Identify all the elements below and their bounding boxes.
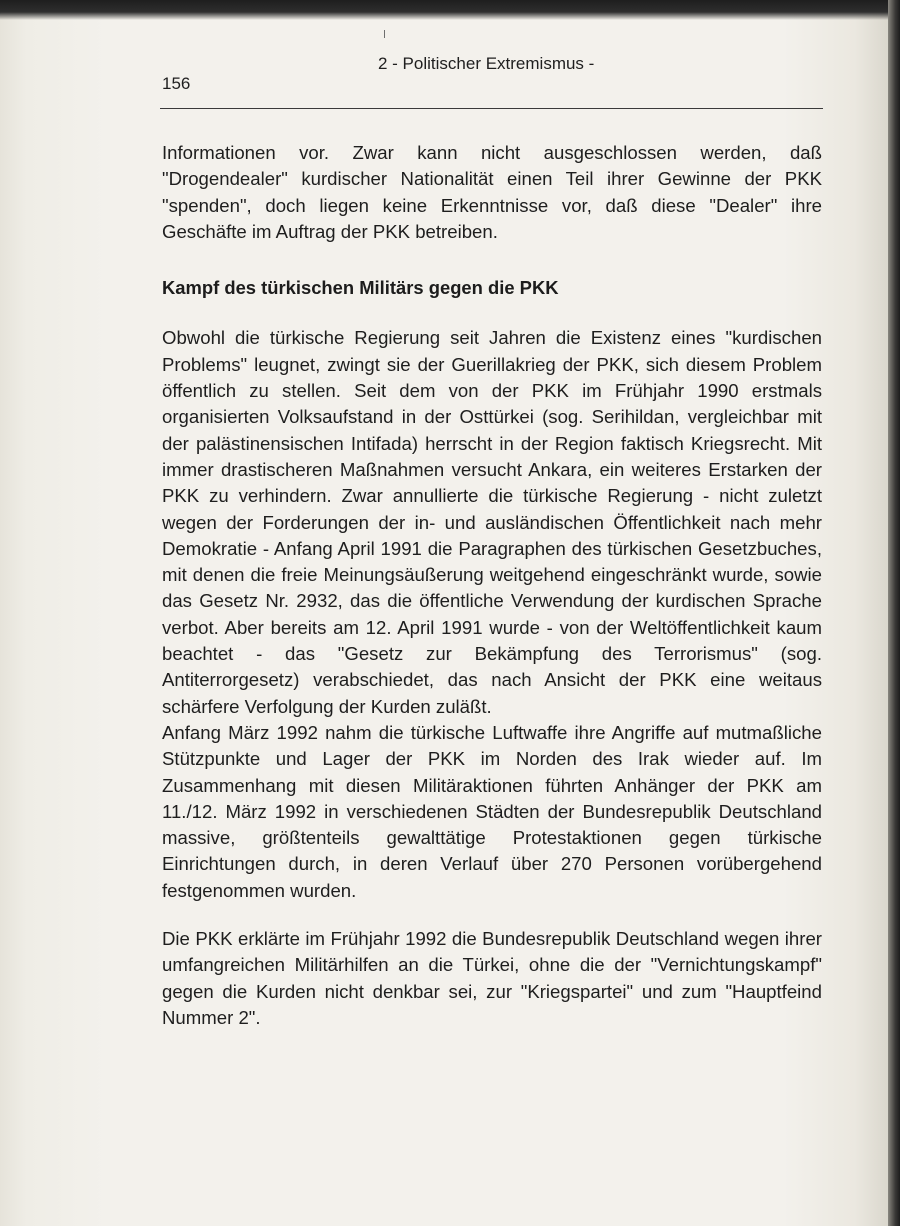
paragraph-1: Informationen vor. Zwar kann nicht ausgeschlossen werden, daß "Drogendealer" kurdischer Nationalität einen Teil ihrer Gewinne der PKK "spenden", doch liegen keine Erkenntnisse vor, daß diese "Dealer" ihre Geschäfte im Auftrag der PKK betreiben.: [162, 142, 822, 242]
paragraph-3: Anfang März 1992 nahm die türkische Luftwaffe ihre Angriffe auf mutmaßliche Stützpunkte und Lager der PKK im Norden des Irak wieder auf. Im Zusammenhang mit diesen Militäraktionen führten Anhänger der PKK am 11./12. März 1992 in verschiedenen Städten der Bundesrepublik Deutschland massive, größtenteils gewalttätige Protestaktionen gegen türkische Einrichtungen durch, in deren Verlauf über 270 Personen vorübergehend festgenommen wurden.: [162, 721, 822, 901]
paragraph-2: Obwohl die türkische Regierung seit Jahren die Existenz eines "kurdischen Problems" leugnet, zwingt sie der Guerillakrieg der PKK, sich diesem Problem öffentlich zu stellen. Seit dem von der PKK im Frühjahr 1990 erstmals organisierten Volksaufstand in der Osttürkei (sog. Serihildan, vergleichbar mit der palästinensischen Intifada) herrscht in der Region faktisch Kriegsrecht. Mit immer drastischeren Maßnahmen versucht Ankara, ein weiteres Erstarken der PKK zu verhindern. Zwar annullierte die türkische Regierung - nicht zuletzt wegen der Forderungen der in- und ausländischen Öffentlichkeit nach mehr Demokratie - Anfang April 1991 die Paragraphen des türkischen Gesetzbuches, mit denen die freie Meinungsäußerung weitgehend eingeschränkt wurde, sowie das Gesetz Nr. 2932, das die öffentliche Verwendung der kurdischen Sprache verbot. Aber bereits am 12. April 1991 wurde - von der Weltöffentlichkeit kaum beachtet - das "Gesetz zur Bekämpfung des Terrorismus" (sog. Antiterrorgesetz) verabschiedet, das nach Ansicht der PKK eine weitaus schärfere Verfolgung der Kurden zuläßt.: [162, 327, 822, 717]
page-number: 156: [162, 74, 191, 93]
running-head: 2 - Politischer Extremismus -: [378, 54, 595, 73]
scan-right-edge: [888, 0, 900, 1226]
scan-top-edge: [0, 0, 900, 20]
body-text: [162, 140, 822, 1031]
paragraph-4: Die PKK erklärte im Frühjahr 1992 die Bundesrepublik Deutschland wegen ihrer umfangreichen Militärhilfen an die Türkei, ohne die der "Vernichtungskampf" gegen die Kurden nicht denkbar sei, zur "Kriegspartei" und zum "Hauptfeind Nummer 2".: [162, 928, 822, 1028]
scan-mark: [384, 30, 385, 38]
page-header: [160, 40, 825, 112]
section-heading: Kampf des türkischen Militärs gegen die PKK: [162, 277, 559, 299]
header-rule: [160, 108, 823, 109]
paragraph-gap: [162, 904, 822, 926]
